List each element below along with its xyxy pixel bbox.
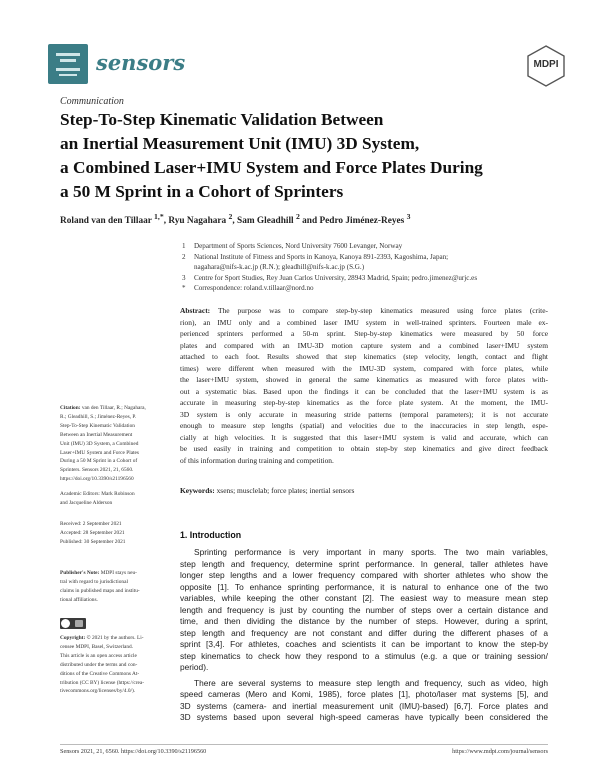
body-line: step kinematics to check how they respond to a stimulus (e.g. a que or training session/ — [180, 650, 548, 661]
affiliation-1 — [182, 241, 552, 252]
abstract-line: times) were different when measured with the IMU-3D system, compared with force plates, while — [180, 363, 548, 373]
copyright-line: ditions of the Creative Commons At- — [60, 670, 140, 677]
journal-badge-icon — [48, 44, 88, 84]
received-date: Received: 2 September 2021 — [60, 521, 122, 527]
keywords — [180, 486, 354, 495]
abstract-label: Abstract: — [180, 306, 211, 315]
body-line: length and frequency is just by counting the number of steps over a certain distance and — [180, 604, 548, 615]
author-marks: 2 — [295, 212, 300, 221]
citation-line: Unit (IMU) 3D System, a Combined — [60, 440, 139, 447]
author-name[interactable]: Roland van den Tillaar — [60, 216, 152, 227]
copyright-line: distributed under the terms and con- — [60, 661, 138, 668]
body-line: There are several systems to measure step length and frequency, such as video, high — [194, 677, 548, 688]
academic-editors — [60, 490, 158, 508]
affiliation-2 — [182, 252, 552, 263]
abstract-line: out a systematic bias. Based upon the findings it can be concluded that the laser+IMU system is as — [180, 386, 548, 396]
title-line: a 50 M Sprint in a Cohort of Sprinters — [60, 182, 344, 201]
citation-line: Sprinters. Sensors 2021, 21, 6560. — [60, 467, 134, 474]
abstract-line: rion), an IMU only and a combined laser IMU system in well-trained sprinters. Fourteen male ex- — [180, 317, 548, 327]
affiliation-text: Centre for Sport Studies, Rey Juan Carlos University, 28943 Madrid, Spain; pedro.jimenez@urjc.es — [194, 273, 478, 282]
body-line: step length and frequency are not constant and differ during the different phases of a — [180, 627, 548, 638]
author-joiner: , — [163, 216, 169, 227]
citation-line: During a 50 M Sprint in a Cohort of — [60, 458, 138, 465]
copyright-line: This article is an open access article — [60, 652, 137, 659]
publisher-note-label: Publisher's Note: — [60, 570, 100, 576]
keywords-text: xsens; musclelab; force plates; inertial sensors — [216, 486, 355, 495]
publisher-note-line: tional affiliations. — [60, 596, 98, 603]
abstract-line: cially at high velocities. It is suggested that this laser+IMU system is valid and accurate, which can — [180, 432, 548, 442]
citation-line: Citation: van den Tillaar, R.; Nagahara, — [60, 405, 146, 411]
abstract-line: attached to each foot. Results showed that step kinematics (step velocity, length, contact and flight — [180, 352, 548, 361]
body-line: opposite [1]. To enhance sprinting performance, it is natural to enhance one of the two — [180, 581, 548, 592]
body-line: period). — [180, 662, 209, 672]
citation-doi-link[interactable]: https://doi.org/10.3390/s21196560 — [60, 476, 134, 483]
copyright-line: censee MDPI, Basel, Switzerland. — [60, 643, 134, 650]
author-name[interactable]: Ryu Nagahara — [168, 216, 227, 227]
author-marks: 2 — [228, 212, 233, 221]
abstract-line: 3D system is only accurate in measuring stride patterns (temporal parameters); it is not accurate — [180, 409, 548, 419]
footer-journal-link[interactable]: https://www.mdpi.com/journal/sensors — [452, 748, 548, 755]
cc-by-license-icon[interactable] — [60, 618, 86, 629]
body-line: time, and then dividing the distance by the number of steps. However, during a sprint, — [180, 616, 548, 626]
affiliation-mark: 2 — [182, 252, 186, 261]
abstract-line: plates and compared with an IMU-3D motion capture system and a combined laser+IMU system — [180, 340, 548, 350]
section-heading: 1. Introduction — [180, 530, 242, 540]
abstract — [180, 305, 548, 466]
correspondence — [182, 283, 552, 294]
affiliation-mark: 1 — [182, 242, 186, 250]
affiliation-3 — [182, 273, 552, 284]
publication-dates — [60, 520, 158, 547]
affiliation-mark: * — [182, 284, 186, 293]
publisher-logo-text: MDPI — [533, 59, 559, 70]
body-line: step length and frequency, determine sprint performance. In general, taller athletes have — [180, 558, 548, 569]
copyright-label: Copyright: — [60, 635, 86, 641]
body-line: variables, while keeping the other constant [2]. The easiest way to measure mean step — [180, 593, 548, 603]
citation-line: Laser+IMU System and Force Plates — [60, 449, 139, 456]
copyright-line: Copyright: © 2021 by the authors. Li- — [60, 635, 144, 641]
keywords-label: Keywords: — [180, 486, 215, 495]
publisher-note-line: tral with regard to jurisdictional — [60, 578, 128, 585]
affiliation-mark: 3 — [182, 273, 186, 282]
citation-label: Citation: — [60, 405, 81, 411]
publisher-note-line: claims in published maps and institu- — [60, 587, 140, 594]
body-line: sprint [3,4]. For athletes, coaches and scientists it can be important to know the step-by — [180, 639, 548, 649]
affiliation-2-cont — [182, 262, 552, 273]
citation-line: Step-To-Step Kinematic Validation — [60, 422, 135, 429]
copyright-block — [60, 634, 158, 696]
affiliation-text: Department of Sports Sciences, Nord University 7600 Levanger, Norway — [194, 242, 403, 250]
body-line: longer step lengths and a lower frequency compared with shorter athletes who show the — [180, 570, 548, 580]
affiliation-email[interactable]: nagahara@nifs-k.ac.jp (R.N.); gleadhill@nifs-k.ac.jp (S.G.) — [194, 263, 365, 272]
body-line: speed cameras (Mero and Komi, 1985), force plates [1], photo/laser mat systems [5], and — [180, 689, 548, 699]
correspondence-email[interactable]: Correspondence: roland.v.tillaar@nord.no — [194, 284, 314, 293]
abstract-line: accurate in measuring step-by-step kinematics as the force plate system. At the moment, the IMU- — [180, 398, 548, 407]
copyright-line: tribution (CC BY) license (https://crea- — [60, 679, 144, 686]
citation-line: Between an Inertial Measurement — [60, 431, 133, 438]
abstract-line: of this information during training and competition. — [180, 455, 334, 465]
body-line: 3D systems based upon several high-speed cameras have typically been considered the — [180, 712, 548, 722]
journal-header — [48, 44, 568, 88]
abstract-line: Abstract: The purpose was to compare step-by-step kinematics measured using force plates (crite- — [180, 306, 548, 315]
title-line: Step-To-Step Kinematic Validation Between — [60, 110, 384, 129]
citation-line: R.; Gleadhill, S.; Jiménez-Reyes, P. — [60, 413, 137, 420]
affiliation-text: National Institute of Fitness and Sports in Kanoya, Kanoya 891-2393, Kagoshima, Japan; — [194, 252, 449, 261]
author-joiner: , — [232, 216, 238, 227]
author-marks: 3 — [406, 212, 411, 221]
abstract-line: perienced sprinters performed a 50-m sprint. Step-by-step kinematics were measured by 50 force — [180, 329, 548, 338]
author-list — [60, 212, 410, 226]
journal-name[interactable]: sensors — [96, 50, 186, 75]
accepted-date: Accepted: 28 September 2021 — [60, 529, 125, 536]
author-name[interactable]: Sam Gleadhill — [237, 216, 294, 227]
abstract-line: the laser+IMU system, showed in general the same kinematics as measured with force plates with- — [180, 375, 548, 384]
footer-citation[interactable]: Sensors 2021, 21, 6560. https://doi.org/10.3390/s21196560 — [60, 748, 207, 755]
editors-line: and Jacqueline Alderson — [60, 499, 113, 506]
footer-divider — [60, 744, 548, 745]
author-joiner: and — [299, 216, 320, 227]
abstract-line: enough to measure step lengths (spatial) and velocities due to the inaccuracies in step length, espe- — [180, 421, 548, 430]
article-type: Communication — [60, 96, 124, 107]
body-line: Sprinting performance is very important in many sports. The two main variables, — [194, 547, 548, 557]
publisher-note-line: Publisher's Note: MDPI stays neu- — [60, 570, 137, 576]
title-line: a Combined Laser+IMU System and Force Plates During — [60, 158, 483, 177]
affiliations — [182, 241, 552, 294]
editors-line: Academic Editors: Mark Robinson — [60, 491, 135, 497]
published-date: Published: 30 September 2021 — [60, 538, 126, 545]
body-line: 3D systems (camera- and inertial measurement unit (IMU)-based) [6,7]. Force plates and — [180, 700, 548, 711]
title-line: an Inertial Measurement Unit (IMU) 3D System, — [60, 134, 420, 153]
author-marks: 1,* — [154, 212, 164, 221]
abstract-line: be used easily in training and competition to obtain step-by step kinematics and give direct feedback — [180, 444, 548, 453]
publisher-note — [60, 569, 158, 605]
paper-title — [60, 108, 530, 204]
citation-block — [60, 404, 158, 484]
license-link[interactable]: tivecommons.org/licenses/by/4.0/). — [60, 688, 136, 695]
introduction-body — [180, 547, 548, 724]
author-name[interactable]: Pedro Jiménez-Reyes — [319, 216, 405, 227]
